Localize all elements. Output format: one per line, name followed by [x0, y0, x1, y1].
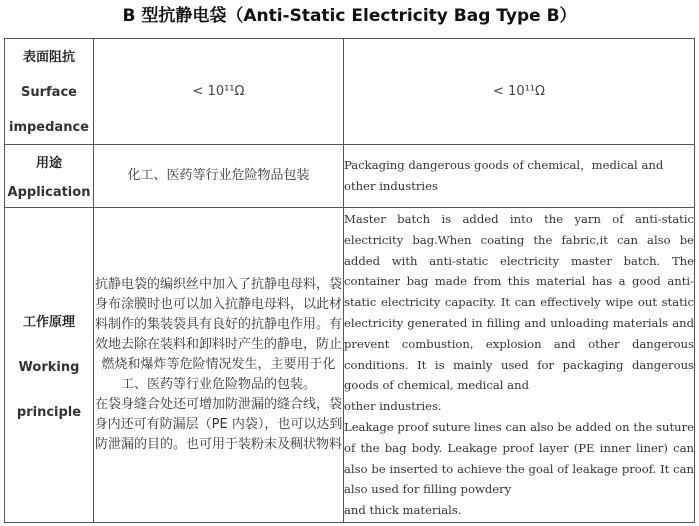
label-en: impedance [9, 120, 89, 135]
spec-table [4, 38, 695, 523]
principle-en-paragraph: Leakage proof suture lines can also be added on the suture of the bag body. Leakage proof layer (PE inner liner) can also be inserted to achieve the goal of leakage proof. It can also used for filling powdery [344, 419, 694, 497]
value-zh-cell [94, 39, 344, 145]
impedance-value-en: < 10¹¹Ω [493, 84, 545, 99]
value-en-cell [344, 145, 695, 208]
row-label-cell [5, 208, 94, 523]
page-title: B 型抗静电袋（Anti-Static Electricity Bag Type B） [122, 6, 577, 26]
value-en-cell [344, 39, 695, 145]
principle-en-line: other industries. [344, 399, 442, 414]
value-en-cell [344, 208, 695, 523]
label-en: Working [18, 359, 80, 375]
table-row-application [5, 145, 695, 208]
label-zh: 表面阻抗 [22, 50, 75, 65]
principle-zh-paragraph: 抗静电袋的编织丝中加入了抗静电母料，袋身布涂膜时也可以加入抗静电母料，以此材料制作的集装袋具有良好的抗静电作用。有效地去除在装料和卸料时产生的静电，防止燃烧和爆炸等危险情况发生，主要用于化工、医药等行业危险物品的包装。 [94, 277, 342, 392]
application-zh: 化工、医药等行业危险物品包装 [127, 168, 310, 183]
application-en-line: other industries [344, 179, 438, 193]
impedance-value-zh: < 10¹¹Ω [192, 84, 245, 99]
principle-zh-paragraph: 在袋身缝合处还可增加防泄漏的缝合线，袋身内还可有防漏层（PE 内袋），也可以达到防泄漏的目的。也可用于装粉末及稠状物料 [94, 397, 343, 452]
label-en: Application [7, 185, 91, 200]
label-en: Surface [21, 85, 77, 100]
table-row-surface-impedance [5, 39, 695, 145]
row-label-cell [5, 39, 94, 145]
label-en: principle [16, 404, 82, 420]
principle-en-line: and thick materials. [344, 503, 462, 518]
label-zh: 工作原理 [22, 314, 75, 330]
principle-en-paragraph: Master batch is added into the yarn of anti-static electricity bag.When coating the fabric,it can also be added with anti-static electricity master batch. The container bag made from this material has a good anti-static electricity capacity. It can effectively wipe out static electricity generated in filling and unloading materials and prevent combustion, explosion and other dangerous conditions. It is mainly used for packaging dangerous goods of chemical, medical and [344, 212, 694, 393]
value-zh-cell [94, 208, 344, 523]
value-zh-cell [94, 145, 344, 208]
row-label-cell [5, 145, 94, 208]
table-row-working-principle [5, 208, 695, 523]
application-en-line: Packaging dangerous goods of chemical，medical and [344, 158, 664, 173]
label-zh: 用途 [35, 156, 62, 171]
